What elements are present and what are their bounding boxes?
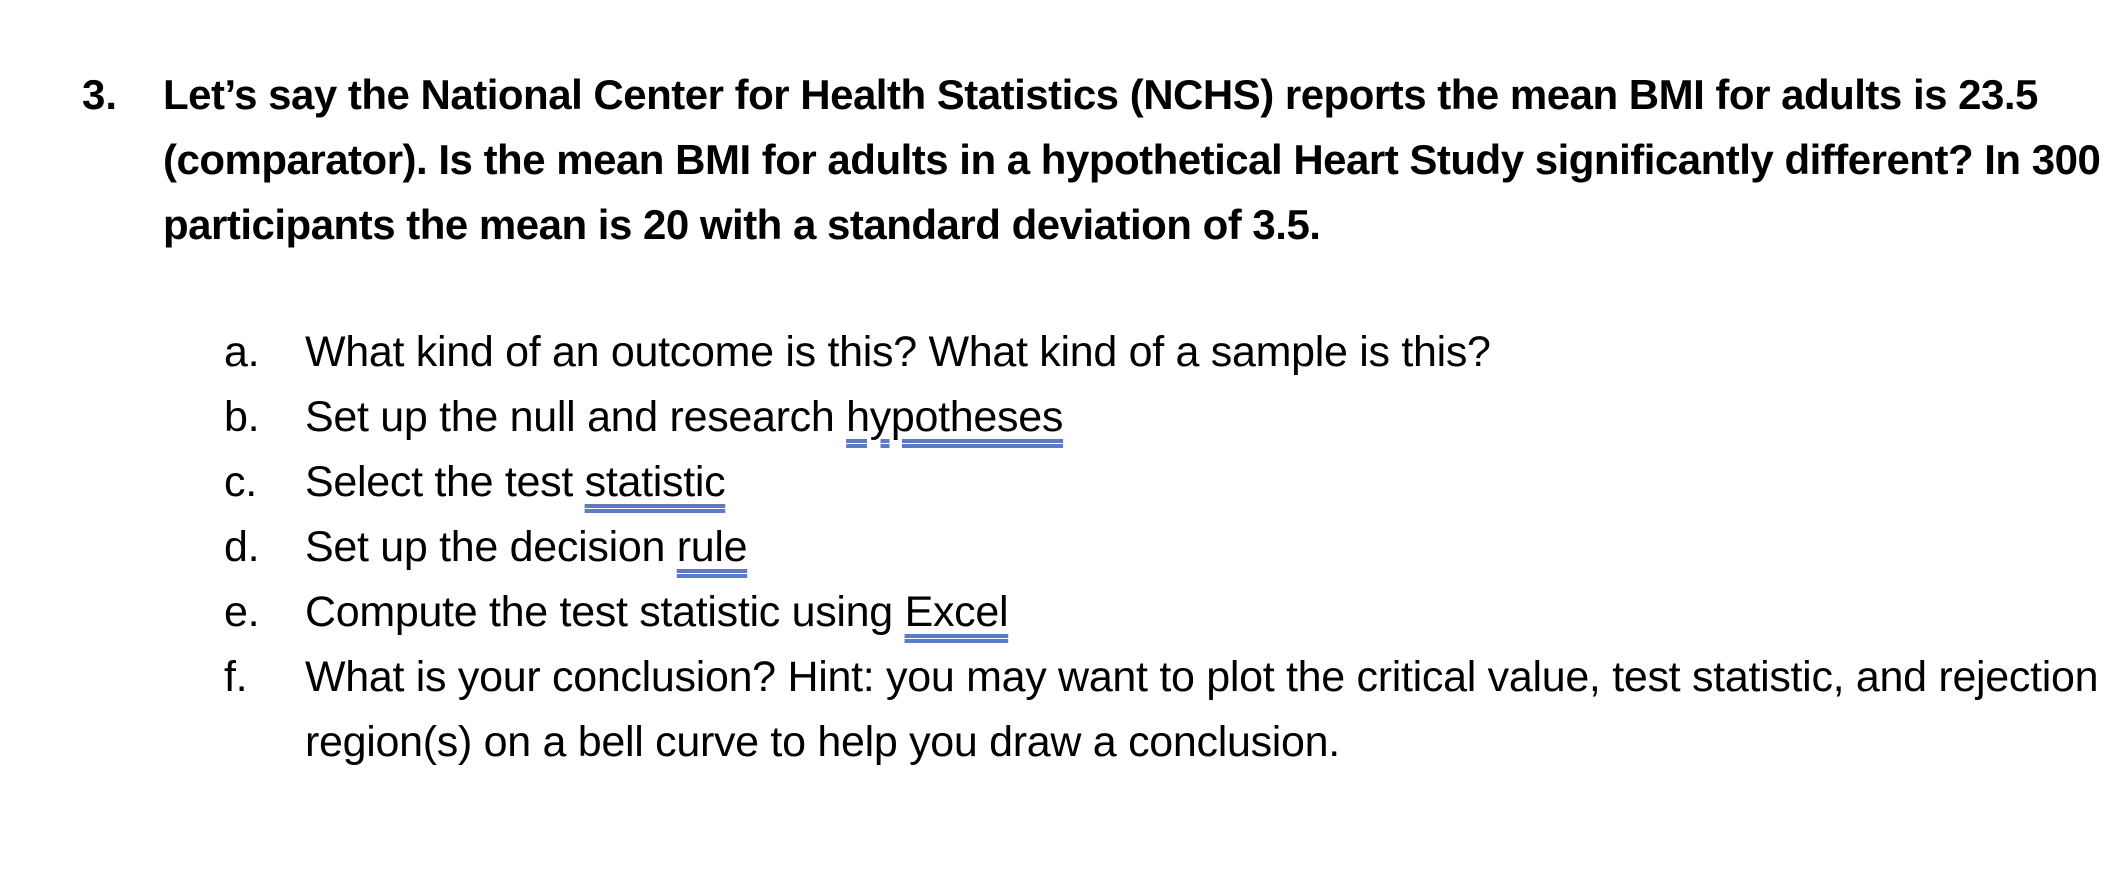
spellcheck-flagged-word: Excel [904, 588, 1009, 636]
sub-question-text: Select the test [305, 458, 585, 506]
sub-question-e [224, 580, 2104, 645]
sub-question-text: What is your conclusion? Hint: you may want to plot the critical value, test statistic, and rejection region(s) on a bell curve to help you draw a conclusion. [305, 653, 2099, 766]
sub-question-d [224, 515, 2104, 580]
question-text: Let’s say the National Center for Health Statistics (NCHS) reports the mean BMI for adults is 23.5 (comparator). Is the mean BMI for adults in a hypothetical Heart Study significantly different? In 300 participants the mean is 20 with a standard deviation of 3.5. [163, 71, 2101, 248]
sub-question-marker: f. [224, 653, 248, 701]
sub-question-list [224, 320, 2104, 775]
sub-question-a [224, 320, 2104, 385]
question-number: 3. [82, 71, 118, 118]
spellcheck-flagged-word: hypotheses [846, 393, 1064, 441]
spellcheck-flagged-word: rule [676, 523, 748, 571]
sub-question-text: What kind of an outcome is this? What kind of a sample is this? [305, 328, 1491, 376]
sub-question-text: Set up the null and research [305, 393, 847, 441]
sub-question-c [224, 450, 2104, 515]
sub-question-f [224, 645, 2104, 775]
sub-question-text: Compute the test statistic using [305, 588, 905, 636]
sub-question-marker: a. [224, 328, 260, 376]
sub-question-b [224, 385, 2104, 450]
sub-question-marker: d. [224, 523, 260, 571]
sub-question-marker: c. [224, 458, 257, 506]
sub-question-marker: b. [224, 393, 260, 441]
sub-question-marker: e. [224, 588, 260, 636]
spellcheck-flagged-word: statistic [584, 458, 726, 506]
sub-question-text: Set up the decision [305, 523, 677, 571]
